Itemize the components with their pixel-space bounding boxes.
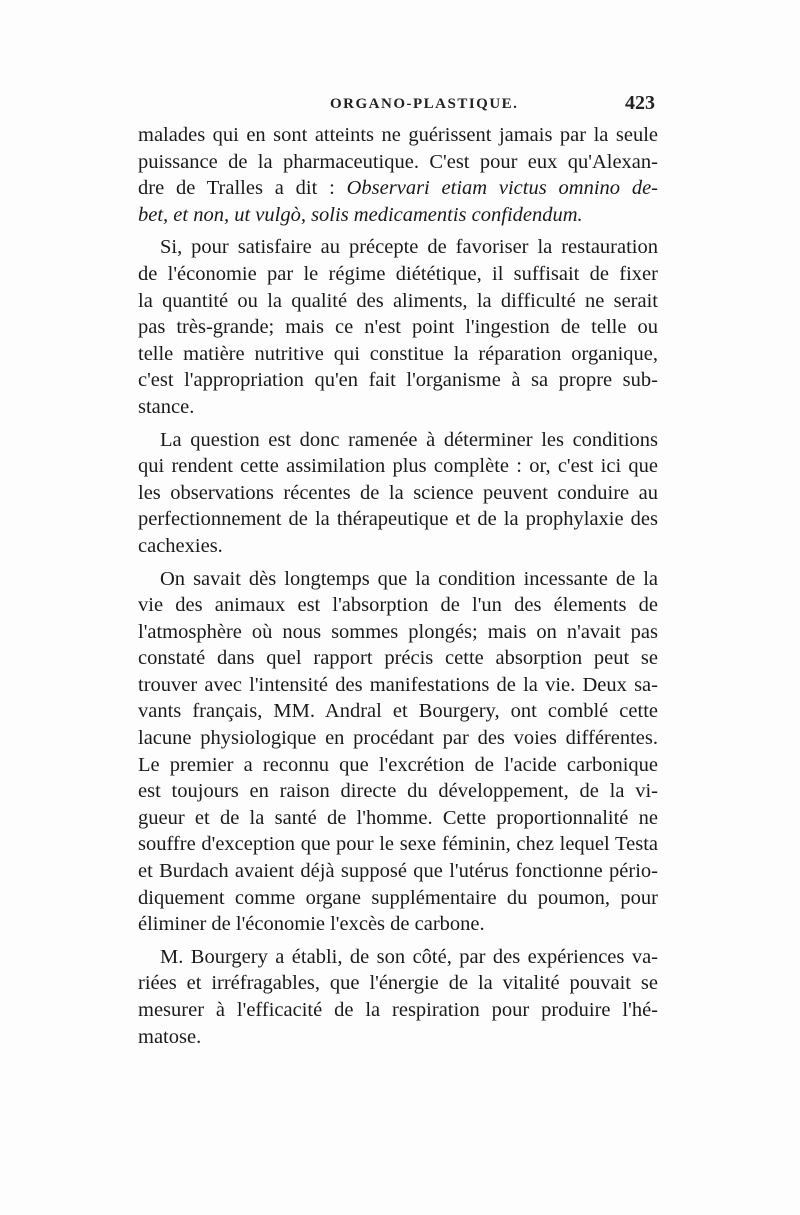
text-line: matose.: [138, 1025, 202, 1048]
text-line: mesurer à l'efficacité de la respiration pour produire l'hé-: [138, 999, 658, 1021]
text-line: On savait dès longtemps que la condition incessante de la: [160, 567, 658, 590]
text-line: diquement comme organe supplémentaire du poumon, pour: [138, 886, 658, 909]
text-line: pas très-grande; mais ce n'est point l'ingestion de telle ou: [138, 316, 658, 339]
paragraph-2: [138, 234, 658, 420]
text-line: c'est l'appropriation qu'en fait l'organisme à sa propre sub-: [138, 369, 658, 392]
text-span: dre de Tralles a dit :: [138, 177, 347, 200]
text-line: Le premier a reconnu que l'excrétion de l'acide carbonique: [138, 753, 658, 776]
text-line: telle matière nutritive qui constitue la réparation organique,: [138, 342, 658, 365]
text-line: vie des animaux est l'absorption de l'un des élements de: [138, 594, 658, 617]
text-line: [138, 175, 658, 202]
text-line: riées et irréfragables, que l'énergie de la vitalité pouvait se: [138, 972, 658, 995]
page-header: [135, 92, 655, 120]
text-line: vants français, MM. Andral et Bourgery, ont comblé cette: [138, 700, 658, 723]
text-line: éliminer de l'économie l'excès de carbone.: [138, 913, 485, 936]
text-line: gueur et de la santé de l'homme. Cette proportionnalité ne: [138, 806, 658, 829]
text-line: lacune physiologique en procédant par des voies différentes.: [138, 727, 658, 750]
text-line: l'atmosphère où nous sommes plongés; mais on n'avait pas: [138, 620, 658, 643]
body-text: [138, 122, 658, 1050]
text-line: qui rendent cette assimilation plus complète : or, c'est ici que: [138, 455, 658, 478]
page-number: 423: [625, 92, 655, 114]
text-line: puissance de la pharmaceutique. C'est pour eux qu'Alexan-: [138, 150, 658, 173]
text-line: stance.: [138, 395, 195, 418]
text-line: M. Bourgery a établi, de son côté, par des expériences va-: [160, 945, 658, 968]
text-line: perfectionnement de la thérapeutique et de la prophylaxie des: [138, 508, 658, 531]
text-line: trouver avec l'intensité des manifestations de la vie. Deux sa-: [138, 673, 658, 696]
text-line: les observations récentes de la science peuvent conduire au: [138, 481, 658, 504]
paragraph-3: [138, 427, 658, 560]
text-line: Si, pour satisfaire au précepte de favoriser la restauration: [160, 236, 658, 259]
text-line: et Burdach avaient déjà supposé que l'utérus fonctionne pério-: [138, 860, 658, 883]
text-line: [138, 202, 658, 229]
paragraph-1: [138, 122, 658, 228]
paragraph-5: [138, 944, 658, 1050]
text-line: constaté dans quel rapport précis cette absorption peut se: [138, 647, 658, 670]
paragraph-4: [138, 566, 658, 938]
text-line: cachexies.: [138, 534, 223, 557]
latin-quote: bet, et non, ut vulgò, solis medicamentis confidendum.: [138, 203, 583, 226]
text-line: la quantité ou la qualité des aliments, la difficulté ne serait: [138, 289, 658, 312]
latin-quote: Observari etiam victus omnino de-: [346, 177, 658, 200]
text-line: de l'économie par le régime diététique, il suffisait de fixer: [138, 262, 658, 285]
text-line: souffre d'exception que pour le sexe féminin, chez lequel Testa: [138, 833, 658, 856]
text-line: est toujours en raison directe du développement, de la vi-: [138, 780, 658, 803]
text-line: malades qui en sont atteints ne guérissent jamais par la seule: [138, 124, 658, 146]
running-title: ORGANO-PLASTIQUE.: [330, 96, 519, 112]
text-line: La question est donc ramenée à déterminer les conditions: [160, 428, 658, 451]
